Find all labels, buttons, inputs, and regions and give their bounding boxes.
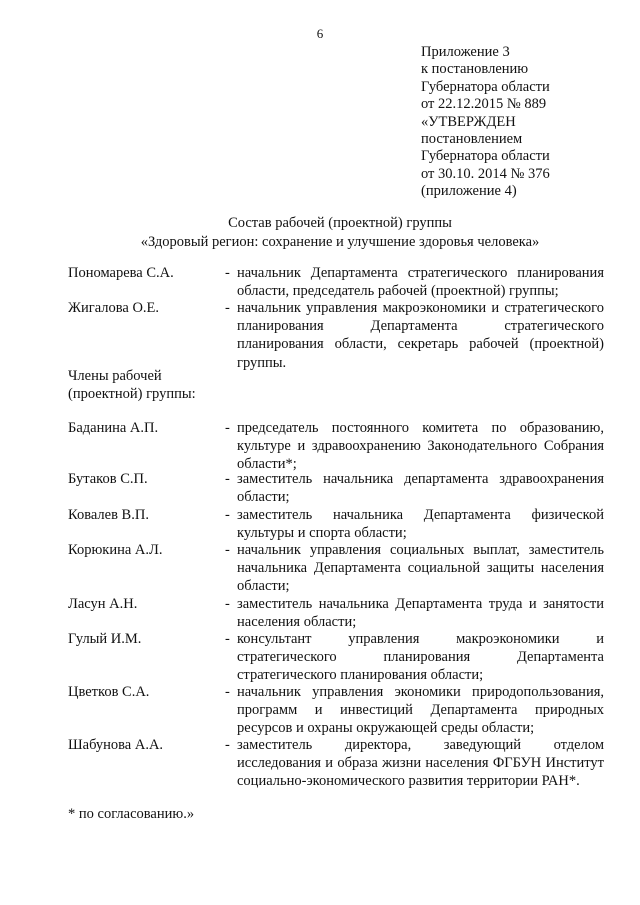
appendix-block [421, 44, 621, 201]
dash: - [225, 542, 230, 558]
person-name: Гулый И.М. [68, 631, 142, 647]
appendix-line: Приложение 3 [421, 44, 510, 60]
footnote: * по согласованию.» [68, 806, 195, 822]
appendix-line: от 22.12.2015 № 889 [421, 96, 547, 113]
appendix-line: (приложение 4) [421, 183, 517, 200]
person-role: начальник управления социальных выплат, заместитель начальника Департамента социальной защиты населения области; [237, 542, 604, 595]
person-role: начальник управления макроэкономики и стратегического планирования Департамента стратегического планирования области, секретарь рабочей (проектной) группы. [237, 300, 604, 371]
heading-line-2: «Здоровый регион: сохранение и улучшение здоровья человека» [140, 234, 540, 250]
person-name: Баданина А.П. [68, 420, 159, 436]
person-name: Ковалев В.П. [68, 507, 149, 523]
appendix-line: от 30.10. 2014 № 376 [421, 165, 550, 182]
person-name: Жигалова О.Е. [68, 300, 160, 316]
dash: - [225, 265, 230, 281]
person-role: председатель постоянного комитета по образованию, культуре и здравоохранению Законодательного Собрания области*; [237, 420, 604, 473]
dash: - [225, 300, 230, 316]
dash: - [225, 631, 230, 647]
appendix-line: постановлением [421, 131, 523, 148]
person-name: Ласун А.Н. [68, 596, 138, 612]
person-role: заместитель начальника департамента здравоохранения области; [237, 471, 604, 506]
members-label: Члены рабочей (проектной) группы: [68, 368, 196, 403]
heading-line-1: Состав рабочей (проектной) группы [228, 215, 452, 231]
page-number: 6 [316, 26, 324, 41]
appendix-line: «УТВЕРЖДЕН [421, 113, 516, 130]
person-name: Цветков С.А. [68, 684, 150, 700]
appendix-line: Губернатора области [421, 148, 550, 165]
person-role: заместитель директора, заведующий отделом исследования и образа жизни населения ФГБУН Институт социально-экономического развития территории РАН*. [237, 737, 604, 790]
appendix-line: к постановлению [421, 61, 529, 78]
person-name: Корюкина А.Л. [68, 542, 163, 558]
dash: - [225, 471, 230, 487]
person-name: Пономарева С.А. [68, 265, 174, 281]
person-role: заместитель начальника Департамента труда и занятости населения области; [237, 596, 604, 631]
person-role: начальник Департамента стратегического планирования области, председатель рабочей (проектной) группы; [237, 265, 604, 300]
dash: - [225, 507, 230, 523]
dash: - [225, 737, 230, 753]
person-name: Бутаков С.П. [68, 471, 148, 487]
dash: - [225, 420, 230, 436]
dash: - [225, 684, 230, 700]
dash: - [225, 596, 230, 612]
person-role: консультант управления макроэкономики и стратегического планирования Департамента стратегического планирования области; [237, 631, 604, 684]
appendix-line: Губернатора области [421, 78, 550, 95]
person-role: начальник управления экономики природопользования, программ и инвестиций Департамента природных ресурсов и охраны окружающей среды области; [237, 684, 604, 737]
document-heading [60, 214, 620, 252]
person-name: Шабунова А.А. [68, 737, 164, 753]
person-role: заместитель начальника Департамента физической культуры и спорта области; [237, 507, 604, 542]
